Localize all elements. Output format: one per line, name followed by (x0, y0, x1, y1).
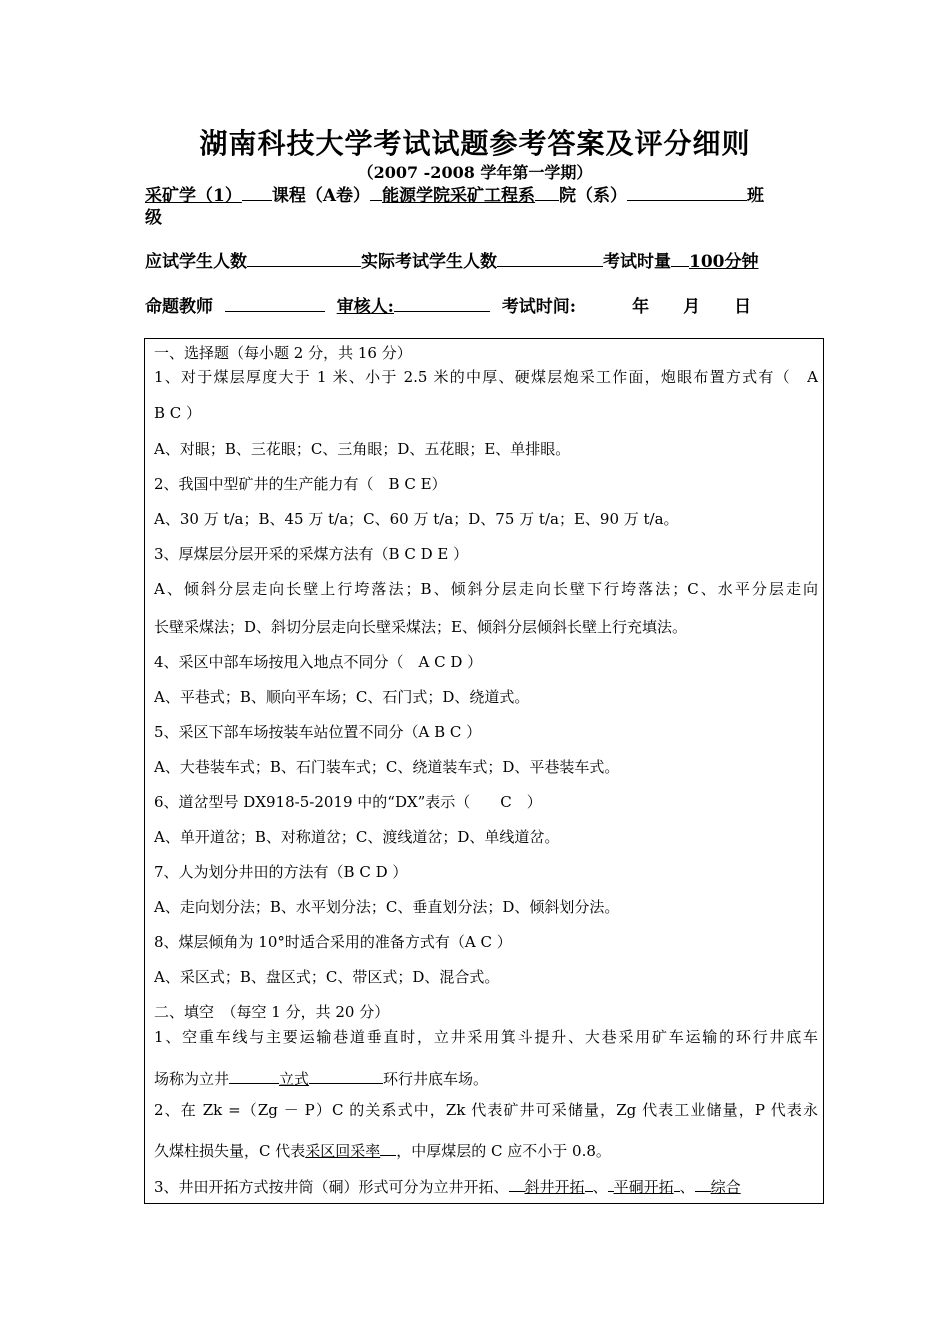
q3: 3、厚煤层分层开采的采煤方法有（B C D E ） (154, 545, 469, 563)
f2-answer: 采区回采率 (305, 1142, 381, 1160)
course-line (145, 182, 810, 208)
f1-answer: 立式 (279, 1070, 310, 1088)
q6: 6、道岔型号 DX918-5-2019 中的“DX”表示（ C ） (154, 793, 542, 811)
duration-value: 100分钟 (689, 252, 759, 272)
month-label: 月 (683, 297, 701, 317)
class-label: 班 (747, 186, 765, 206)
f1-prefix: 场称为立井 (154, 1070, 230, 1088)
day-label: 日 (734, 297, 752, 317)
q8: 8、煤层倾角为 10°时适合采用的准备方式有（A C ） (154, 933, 512, 951)
school-label: 院（系） (559, 186, 628, 206)
f2-prefix: 久煤柱损失量，C 代表 (154, 1142, 306, 1160)
q8-options: A、采区式；B、盘区式；C、带区式；D、混合式。 (154, 968, 500, 986)
q3-options-a: A、倾斜分层走向长壁上行垮落法；B、倾斜分层走向长壁下行垮落法；C、水平分层走向 (154, 580, 818, 598)
q1-options: A、对眼；B、三花眼；C、三角眼；D、五花眼；E、单排眼。 (154, 440, 571, 458)
f1-line-a: 1、空重车线与主要运输巷道垂直时，立井采用箕斗提升、大巷采用矿车运输的环行井底车 (154, 1028, 818, 1046)
q2-options: A、30 万 t/a；B、45 万 t/a；C、60 万 t/a；D、75 万 t/a；E、90 万 t/a。 (154, 510, 679, 528)
department: 能源学院采矿工程系 (382, 186, 536, 206)
q4: 4、采区中部车场按甩入地点不同分（ A C D ） (154, 653, 483, 671)
f1-blank-trail (309, 1065, 383, 1084)
q3-options-b: 长壁采煤法；D、斜切分层走向长壁采煤法；E、倾斜分层倾斜长壁上行充填法。 (154, 618, 687, 636)
dept-blank (535, 182, 559, 201)
f1-blank-lead (229, 1065, 279, 1084)
f1-suffix: 环行井底车场。 (383, 1070, 489, 1088)
class-label-line (145, 206, 810, 230)
f3-prefix: 3、井田开拓方式按井筒（硐）形式可分为立井开拓、 (154, 1178, 509, 1196)
q5: 5、采区下部车场按装车站位置不同分（A B C ） (154, 723, 482, 741)
answer-box (144, 338, 824, 1204)
section1-heading: 一、选择题（每小题 2 分，共 16 分） (154, 344, 412, 362)
q7: 7、人为划分井田的方法有（B C D ） (154, 863, 408, 881)
section2-heading: 二、填空 （每空 1 分，共 20 分） (154, 1003, 390, 1021)
q2: 2、我国中型矿井的生产能力有（ B C E） (154, 475, 447, 493)
f3-blank-1 (509, 1173, 525, 1192)
q5-options: A、大巷装车式；B、石门装车式；C、绕道装车式；D、平巷装车式。 (154, 758, 620, 776)
q4-options: A、平巷式；B、顺向平车场；C、石门式；D、绕道式。 (154, 688, 530, 706)
year-label: 年 (632, 297, 650, 317)
f3-answer-3: 综合 (710, 1178, 741, 1196)
teacher-label: 命题教师 (145, 297, 213, 317)
f3-blank-3 (695, 1173, 711, 1192)
q1-line-b: B C ） (154, 404, 202, 422)
teacher-blank (225, 293, 325, 312)
course-name-blank (242, 182, 272, 201)
course-label: 课程（A卷） (271, 186, 371, 206)
reviewer-label: 审核人: (336, 297, 394, 317)
q7-options: A、走向划分法；B、水平划分法；C、垂直划分法；D、倾斜划分法。 (154, 898, 620, 916)
f1-line-b (154, 1065, 818, 1089)
duration-lead-blank (671, 248, 689, 267)
students-line (145, 248, 810, 274)
f2-line-b (154, 1137, 818, 1161)
f3-answer-2: 平硐开拓 (613, 1178, 674, 1196)
expected-students-label: 应试学生人数 (145, 252, 247, 272)
dept-lead-blank (370, 182, 382, 201)
f3-line (154, 1173, 818, 1197)
teacher-line (145, 293, 810, 319)
page-title: 湖南科技大学考试试题参考答案及评分细则 (199, 127, 751, 160)
f3-answer-1: 斜井开拓 (524, 1178, 585, 1196)
f3-sep-1: 、 (592, 1178, 608, 1196)
class-label-2: 级 (145, 208, 162, 228)
expected-students-blank (247, 248, 361, 267)
actual-students-label: 实际考试学生人数 (361, 252, 497, 272)
f3-sep-2: 、 (679, 1178, 695, 1196)
course-name: 采矿学（1） (145, 186, 242, 206)
f2-suffix: ，中厚煤层的 C 应不小于 0.8。 (396, 1142, 611, 1160)
reviewer-blank (394, 293, 490, 312)
exam-time-label: 考试时间: (501, 297, 577, 317)
f3-blank-1b (585, 1173, 593, 1192)
f2-line-a: 2、在 Zk =（Zg － P）C 的关系式中，Zk 代表矿井可采储量，Zg 代表工业储量，P 代表永 (154, 1101, 818, 1119)
q6-options: A、单开道岔；B、对称道岔；C、渡线道岔；D、单线道岔。 (154, 828, 560, 846)
q1-line-a: 1、对于煤层厚度大于 1 米、小于 2.5 米的中厚、硬煤层炮采工作面，炮眼布置方式有（ A (154, 368, 818, 386)
actual-students-blank (497, 248, 603, 267)
duration-label: 考试时量 (603, 252, 671, 272)
class-blank (627, 182, 747, 201)
page-subtitle: （2007 -2008 学年第一学期） (357, 163, 593, 182)
f2-blank-trail (380, 1137, 396, 1156)
